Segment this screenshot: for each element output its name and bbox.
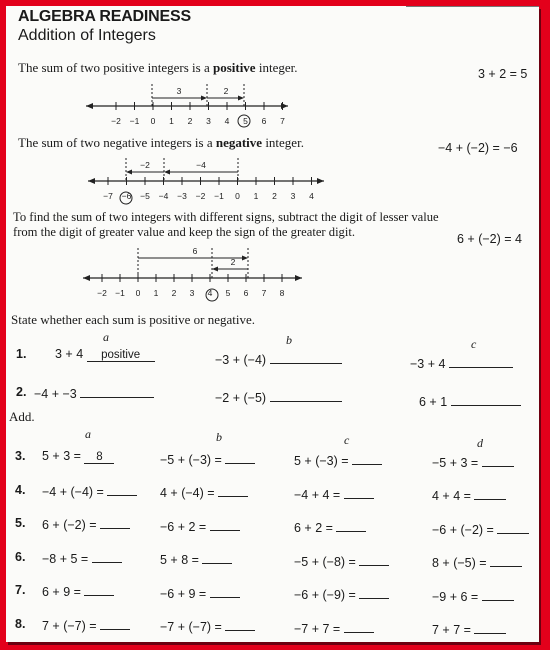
add-problem-b [160, 585, 240, 601]
row1-number: 1. [16, 347, 27, 361]
add-problem-a [42, 516, 130, 532]
nl2-jump-2: −4 [196, 160, 206, 170]
add-problem-expression: 5 + 3 = [42, 449, 81, 463]
add-problem-c [294, 486, 374, 502]
add-row-number: 8. [15, 616, 26, 631]
add-answer-blank[interactable] [336, 519, 366, 532]
tick-label: −2 [97, 288, 107, 298]
tick-label: 4 [309, 191, 314, 201]
tick-label: 5 [243, 116, 248, 126]
add-problem-expression: −5 + (−3) = [160, 452, 222, 467]
add-problem-d [432, 454, 514, 470]
tick-label: 2 [171, 288, 177, 298]
add-problem-c [294, 452, 382, 468]
add-problem-expression: 7 + (−7) = [42, 618, 97, 633]
state-col-b-header: b [286, 333, 292, 347]
add-problem-a [42, 583, 114, 599]
tick-label: 1 [253, 191, 259, 201]
add-answer[interactable]: 8 [84, 451, 114, 464]
row2-b-blank[interactable] [270, 389, 342, 402]
row1-a-answer[interactable]: positive [87, 349, 155, 362]
row2-number: 2. [16, 385, 27, 399]
add-problem-expression: 7 + 7 = [432, 623, 471, 637]
add-answer-blank[interactable] [474, 621, 506, 634]
add-problem-expression: 4 + 4 = [432, 489, 471, 503]
rule-positive-before: The sum of two positive integers is a [18, 60, 213, 75]
state-col-a-header: a [103, 330, 109, 344]
add-row-number: 5. [15, 516, 26, 530]
rule-negative-example: −4 + (−2) = −6 [438, 141, 518, 155]
nl3-jump-1: 6 [192, 246, 198, 256]
add-answer-blank[interactable] [100, 516, 130, 529]
add-answer-blank[interactable] [359, 586, 389, 599]
nl3-jump-2: 2 [230, 257, 236, 267]
rule-positive-text [18, 60, 297, 76]
row1-c [410, 355, 513, 371]
add-problem-d [432, 521, 529, 537]
add-row-number: 7. [15, 583, 26, 597]
add-answer-blank[interactable] [210, 585, 240, 598]
tick-label: 1 [169, 116, 174, 126]
page-subtitle: Addition of Integers [18, 27, 156, 44]
add-problem-expression: 4 + (−4) = [160, 486, 215, 500]
add-problem-b [160, 518, 240, 534]
tick-label: −3 [177, 191, 187, 201]
add-answer-blank[interactable] [84, 583, 114, 596]
add-problem-a [42, 483, 137, 499]
add-answer-blank[interactable] [225, 451, 255, 464]
rule-different-line1: To find the sum of two integers with different signs, subtract the digit of lesser value [13, 210, 439, 224]
tick-label: 6 [261, 116, 267, 126]
add-problem-expression: −4 + (−4) = [42, 484, 104, 499]
add-answer-blank[interactable] [352, 452, 382, 465]
row2-a-blank[interactable] [80, 385, 154, 398]
tick-label: 5 [225, 288, 231, 298]
nl1-jump-1: 3 [176, 86, 182, 96]
add-problem-expression: 6 + 2 = [294, 521, 333, 535]
row1-b-blank[interactable] [270, 351, 342, 364]
add-answer-blank[interactable] [344, 620, 374, 633]
top-rule [406, 6, 539, 7]
add-answer-blank[interactable] [344, 486, 374, 499]
add-problem-d [432, 588, 514, 604]
add-row-number: 3. [15, 449, 26, 463]
add-problem-d [432, 487, 506, 503]
number-line-positive [6, 80, 539, 132]
tick-label: 0 [235, 191, 240, 201]
tick-label: 1 [153, 288, 159, 298]
add-answer-blank[interactable] [225, 618, 255, 631]
add-problem-expression: 5 + (−3) = [294, 454, 349, 468]
add-answer-blank[interactable] [482, 454, 514, 467]
add-col-d-header: d [477, 436, 483, 450]
tick-label: 4 [207, 288, 213, 298]
add-problem-expression: 6 + (−2) = [42, 518, 97, 532]
add-problem-expression: −5 + 3 = [432, 455, 479, 470]
add-answer-blank[interactable] [107, 483, 137, 496]
tick-label: −6 [121, 191, 132, 201]
tick-label: 3 [189, 288, 195, 298]
add-answer-blank[interactable] [482, 588, 514, 601]
tick-label: −1 [129, 116, 140, 126]
tick-label: −7 [103, 191, 113, 201]
tick-label: −5 [140, 191, 150, 201]
rule-positive-example: 3 + 2 = 5 [478, 67, 528, 81]
row2-b-expr: −2 + (−5) [215, 391, 267, 405]
add-answer-blank[interactable] [490, 554, 522, 567]
add-answer-blank[interactable] [474, 487, 506, 500]
add-col-c-header: c [344, 433, 350, 447]
add-problem-d [432, 621, 506, 637]
row1-a-expr: 3 + 4 [55, 347, 84, 361]
tick-label: −1 [214, 191, 224, 201]
add-answer-blank[interactable] [92, 550, 122, 563]
add-problem-c [294, 519, 366, 535]
add-problem-expression: −5 + (−8) = [294, 554, 356, 569]
nl1-jump-2: 2 [223, 86, 229, 96]
row2-c-blank[interactable] [451, 393, 521, 406]
tick-label: −1 [115, 288, 125, 298]
add-problem-b [160, 484, 248, 500]
row2-c [419, 393, 521, 409]
add-answer-blank[interactable] [497, 521, 529, 534]
add-answer-blank[interactable] [218, 484, 248, 497]
rule-positive-bold: positive [212, 60, 256, 75]
add-answer-blank[interactable] [202, 551, 232, 564]
add-row-number: 6. [15, 549, 26, 564]
tick-label: 3 [206, 116, 211, 126]
add-col-b-header: b [216, 430, 222, 444]
tick-label: 7 [280, 116, 285, 126]
row1-b [215, 351, 342, 367]
add-problem-expression: −7 + (−7) = [160, 620, 222, 634]
add-problem-c [294, 586, 389, 602]
tick-label: 7 [261, 288, 267, 298]
rule-negative-before: The sum of two negative integers is a [18, 135, 216, 150]
add-problem-a [42, 449, 114, 464]
page-title: ALGEBRA READINESS [18, 8, 191, 25]
row1-c-expr: −3 + 4 [410, 357, 446, 371]
add-answer-blank[interactable] [359, 553, 389, 566]
tick-label: 0 [150, 116, 156, 126]
add-problem-c [294, 620, 374, 636]
tick-label: 2 [272, 191, 277, 201]
worksheet-page [6, 6, 539, 642]
row1-c-blank[interactable] [449, 355, 513, 368]
tick-label: 0 [135, 288, 141, 298]
row2-c-expr: 6 + 1 [419, 395, 448, 409]
tick-label: 4 [224, 116, 230, 126]
add-problem-b [160, 551, 232, 567]
row2-a [34, 385, 154, 401]
nl2-jump-1: −2 [140, 160, 150, 170]
tick-label: −2 [111, 116, 121, 126]
add-problem-expression: −6 + 2 = [160, 519, 207, 534]
state-col-c-header: c [471, 337, 477, 351]
tick-label: 3 [290, 191, 296, 201]
add-row-number: 4. [15, 482, 26, 497]
add-problem-expression: −6 + (−9) = [294, 588, 356, 602]
add-col-a-header: a [85, 427, 91, 441]
add-problem-expression: 6 + 9 = [42, 585, 81, 599]
add-problem-expression: −9 + 6 = [432, 589, 479, 604]
row2-b [215, 389, 342, 405]
add-problem-c [294, 553, 389, 569]
add-problem-expression: 8 + (−5) = [432, 556, 487, 570]
add-problem-expression: −6 + 9 = [160, 586, 207, 601]
add-problem-expression: −8 + 5 = [42, 551, 89, 566]
rule-negative-bold: negative [215, 135, 263, 150]
add-problem-a [42, 617, 130, 633]
add-problem-d [432, 554, 522, 570]
add-problem-expression: −7 + 7 = [294, 621, 341, 636]
add-problem-b [160, 451, 255, 467]
state-instruction: State whether each sum is positive or negative. [11, 312, 256, 327]
tick-label: −4 [158, 191, 169, 201]
add-problem-expression: 5 + 8 = [160, 553, 199, 567]
tick-label: −2 [195, 191, 206, 201]
number-line-different [6, 242, 539, 304]
rule-different-example: 6 + (−2) = 4 [457, 232, 522, 246]
rule-different-line2: from the digit of greater value and keep the sign of the greater digit. [13, 225, 356, 239]
add-problem-b [160, 618, 255, 634]
add-label: Add. [9, 409, 35, 424]
tick-label: 8 [279, 288, 285, 298]
rule-negative-text [18, 135, 304, 151]
rule-positive-after: integer. [255, 60, 298, 75]
add-answer-blank[interactable] [210, 518, 240, 531]
add-answer-blank[interactable] [100, 617, 130, 630]
row2-a-expr: −4 + −3 [34, 387, 77, 401]
rule-negative-after: integer. [262, 135, 304, 150]
row1-b-expr: −3 + (−4) [215, 353, 267, 367]
row1-a [55, 347, 155, 362]
add-problem-a [42, 550, 122, 566]
add-problem-expression: −6 + (−2) = [432, 522, 494, 537]
tick-label: 2 [187, 116, 193, 126]
tick-label: 6 [243, 288, 249, 298]
add-problem-expression: −4 + 4 = [294, 487, 341, 502]
number-line-negative [6, 152, 539, 208]
